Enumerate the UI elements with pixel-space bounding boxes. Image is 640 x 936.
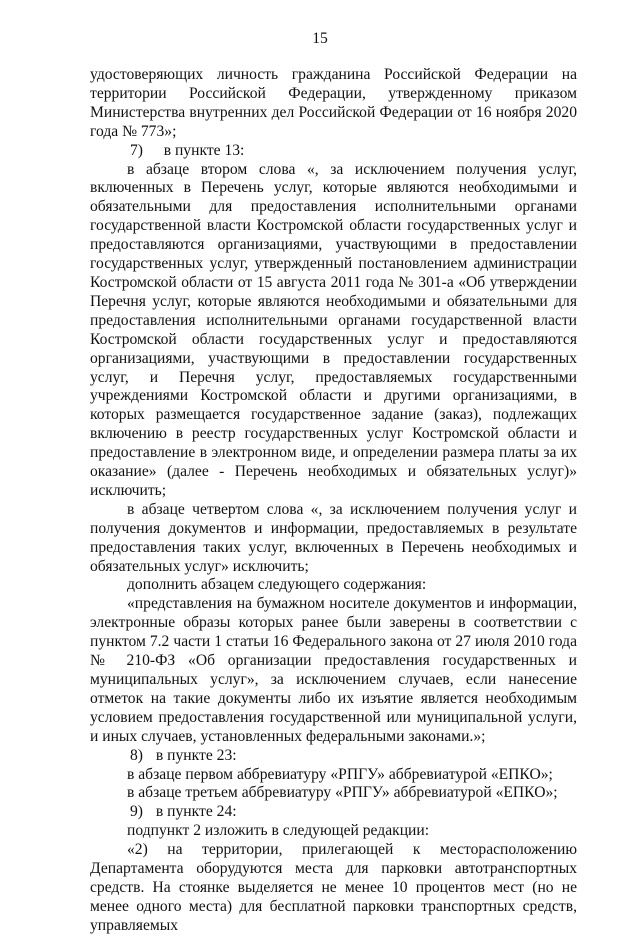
paragraph: «2) на территории, прилегающей к месторасположению Департамента оборудуются места для парковки автотранспортных средств. На стоянке выделяется не менее 10 процентов мест (но не менее одного места) для бесплатной парковки транспортных средств, управляемых bbox=[90, 841, 577, 934]
paragraph: в абзаце третьем аббревиатуру «РПГУ» аббревиатурой «ЕПКО»; bbox=[127, 784, 558, 802]
paragraph: в абзаце втором слова «, за исключением получения услуг, включенных в Перечень услуг, которые являются необходимыми и обязательными для предоставления исполнительными органами государственной власти Костромской области государственных услуг и предоставляются организациями, участвующими в предоставлении государственных услуг, утвержденный постановлением администрации Костромской области от 15 августа 2011 года № 301-а «Об утверждении Перечня услуг, которые являются необходимыми и обязательными для предоставления исполнительными органами государственной власти Костромской области государственных услуг и предоставляются организациями, участвующими в предоставлении государственных услуг, и Перечня услуг, предоставляемых государственными учреждениями Костромской области и другими организациями, в которых размещается государственное задание (заказ), подлежащих включению в реестр государственных услуг Костромской области и предоставление в электронном виде, и определении размера платы за их оказание» (далее - Перечень необходимых и обязательных услуг)» исключить; bbox=[90, 160, 577, 499]
list-item bbox=[90, 142, 577, 161]
paragraph: дополнить абзацем следующего содержания: bbox=[127, 576, 427, 594]
item-number: 9) bbox=[130, 803, 143, 821]
paragraph: «представления на бумажном носителе документов и информации, электронные образы которых ранее были заверены в соответствии с пунктом 7.2 части 1 статьи 16 Федерального закона от 27 июля 2010 года № 210-ФЗ «Об организации предоставления государственных и муниципальных услуг», за исключением случаев, если нанесение отметок на такие документы либо их изъятие является необходимым условием предоставления государственной или муниципальной услуги, и иных случаев, установленных федеральными законами.»; bbox=[90, 595, 577, 745]
item-text: в пункте 24: bbox=[155, 803, 237, 821]
document-body bbox=[90, 66, 577, 936]
list-item bbox=[90, 803, 577, 822]
paragraph: в абзаце первом аббревиатуру «РПГУ» аббревиатурой «ЕПКО»; bbox=[127, 765, 553, 783]
paragraph: удостоверяющих личность гражданина Российской Федерации на территории Российской Федерации, утвержденному приказом Министерства внутренних дел Российской Федерации от 16 ноября 2020 года № 773»; bbox=[90, 66, 577, 140]
item-number: 7) bbox=[130, 141, 143, 159]
item-number: 8) bbox=[130, 746, 143, 764]
page-number: 15 bbox=[312, 30, 328, 47]
paragraph: подпункт 2 изложить в следующей редакции: bbox=[127, 822, 430, 840]
item-text: в пункте 13: bbox=[163, 141, 245, 159]
item-text: в пункте 23: bbox=[155, 746, 237, 764]
list-item bbox=[90, 747, 577, 766]
paragraph: в абзаце четвертом слова «, за исключением получения услуг и получения документов и информации, предоставляемых в результате предоставления таких услуг, включенных в Перечень необходимых и обязательных услуг» исключить; bbox=[90, 500, 577, 575]
